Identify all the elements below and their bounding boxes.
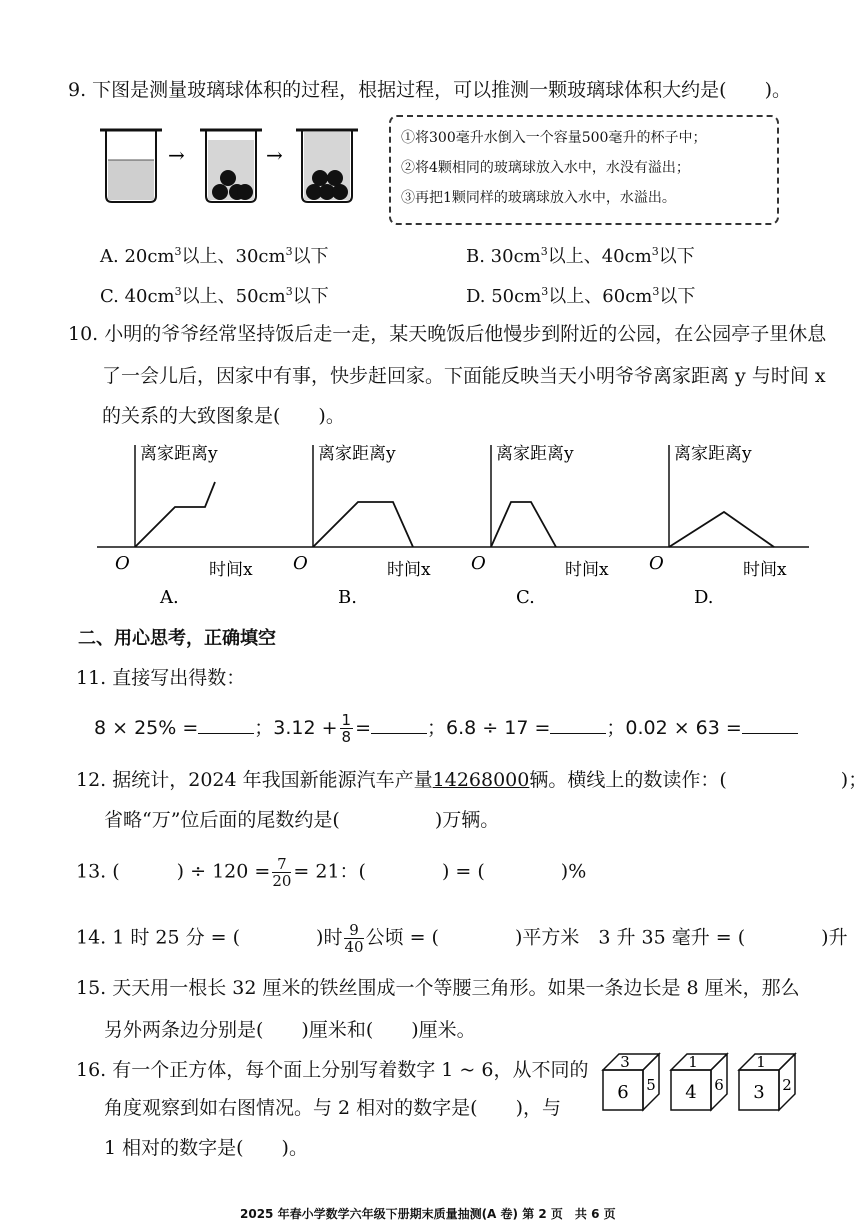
cube [739, 1053, 795, 1110]
q16-line-2: 角度观察到如右图情况。与 2 相对的数字是( )，与 [104, 1097, 561, 1119]
superscript: 3 [540, 245, 548, 258]
q15-line-1: 15. 天天用一根长 32 厘米的铁丝围成一个等腰三角形。如果一条边长是 8 厘米，那么 [76, 977, 800, 999]
distance-curve [669, 512, 774, 547]
graph-a [97, 444, 275, 608]
cube-front-number: 6 [617, 1082, 629, 1103]
cube-top-number: 1 [756, 1053, 766, 1071]
superscript: 3 [285, 285, 293, 298]
y-axis-label: 离家距离y [496, 444, 574, 464]
q14 [76, 922, 848, 955]
origin-label: O [649, 553, 664, 574]
q14-text: 公顷 = ( )平方米 3 升 35 毫升 = ( )升 [365, 926, 848, 949]
q12-text: 辆。横线上的数读作：( )； [529, 769, 867, 791]
beaker-1 [100, 130, 162, 202]
beaker-2 [200, 130, 262, 202]
option-text: 以下 [292, 286, 329, 307]
graph-d [631, 444, 809, 608]
q10-line-1: 10. 小明的爷爷经常坚持饭后走一走，某天晚饭后他慢步到附近的公园，在公园亭子里休息 [68, 323, 827, 345]
cube [603, 1053, 659, 1110]
q11-stem: 11. 直接写出得数： [76, 667, 246, 689]
q12-text: 12. 据统计，2024 年我国新能源汽车产量 [76, 769, 433, 791]
superscript: 3 [285, 245, 293, 258]
q11-expr-1: 8 × 25% = [94, 717, 199, 739]
distance-curve [491, 502, 556, 547]
distance-curve [313, 502, 413, 547]
q10-graphs [90, 435, 810, 610]
fraction [340, 712, 354, 745]
graph-option-label: D. [694, 587, 714, 608]
arrow-right-icon: → [266, 143, 283, 167]
q9-beakers-illustration [100, 118, 360, 213]
graph-option-label: A. [160, 587, 179, 608]
fraction [272, 856, 291, 889]
q11-expr-2a: ；3.12 + [254, 717, 338, 739]
answer-blank[interactable] [198, 715, 254, 734]
option-text: C. 40cm [100, 286, 175, 307]
q10-line-2: 了一会儿后，因家中有事，快步赶回家。下面能反映当天小明爷爷离家距离 y 与时间 x [102, 365, 826, 387]
cube-side-number: 5 [646, 1076, 656, 1094]
graph-c [453, 444, 631, 608]
superscript: 3 [541, 285, 549, 298]
q16-line-3: 1 相对的数字是( )。 [104, 1137, 308, 1159]
option-text: 以上、40cm [547, 246, 652, 267]
q12-line-1 [76, 768, 867, 792]
q16-cubes [598, 1052, 808, 1132]
q9-option-b[interactable] [466, 242, 695, 268]
option-text: 以下 [292, 246, 329, 267]
origin-label: O [471, 553, 486, 574]
graph-b [275, 444, 453, 608]
origin-label: O [293, 553, 308, 574]
q9-step-3: ③再把1颗同样的玻璃球放入水中，水溢出。 [401, 190, 676, 206]
x-axis-label: 时间x [743, 560, 787, 580]
graph-option-label: B. [338, 587, 357, 608]
cube-side-number: 2 [782, 1076, 792, 1094]
option-text: 以下 [659, 286, 696, 307]
distance-curve [135, 482, 215, 547]
q12-line-2: 省略“万”位后面的尾数约是( )万辆。 [104, 809, 500, 831]
q11-expr-3: ；6.8 ÷ 17 = [427, 717, 551, 739]
fraction-denominator: 20 [272, 872, 292, 890]
page-footer: 2025 年春小学数学六年级下册期末质量抽测(A 卷) 第 2 页 共 6 页 [240, 1207, 616, 1221]
option-text: 以下 [658, 246, 695, 267]
cube-side-number: 6 [714, 1076, 724, 1094]
arrow-right-icon: → [168, 143, 185, 167]
option-text: A. 20cm [100, 246, 175, 267]
cube-front-number: 3 [753, 1082, 765, 1103]
answer-blank[interactable] [550, 715, 606, 734]
superscript: 3 [652, 285, 660, 298]
fraction-numerator: 7 [272, 856, 291, 873]
y-axis-label: 离家距离y [674, 444, 752, 464]
q15-line-2: 另外两条边分别是( )厘米和( )厘米。 [104, 1019, 476, 1041]
superscript: 3 [174, 285, 182, 298]
option-text: D. 50cm [466, 286, 542, 307]
section-2-title: 二、用心思考，正确填空 [78, 628, 276, 649]
fraction-denominator: 40 [344, 938, 364, 956]
x-axis-label: 时间x [387, 560, 431, 580]
q14-text: 14. 1 时 25 分 = ( )时 [76, 926, 343, 949]
q13-text: = 21：( ) = ( )% [293, 860, 587, 883]
x-axis-label: 时间x [209, 560, 253, 580]
y-axis-label: 离家距离y [318, 444, 396, 464]
q11-expr-4: ；0.02 × 63 = [606, 717, 742, 739]
option-text: 以上、50cm [181, 286, 286, 307]
answer-blank[interactable] [742, 715, 798, 734]
q9-step-2: ②将4颗相同的玻璃球放入水中，水没有溢出； [401, 160, 690, 176]
fraction-denominator: 8 [341, 728, 352, 746]
cube [671, 1053, 727, 1110]
graph-option-label: C. [516, 587, 535, 608]
superscript: 3 [651, 245, 659, 258]
q9-option-a[interactable] [100, 242, 329, 268]
q9-step-1: ①将300毫升水倒入一个容量500毫升的杯子中； [401, 130, 707, 146]
option-text: 以上、60cm [548, 286, 653, 307]
q16-line-1: 16. 有一个正方体，每个面上分别写着数字 1 ~ 6，从不同的 [76, 1059, 589, 1081]
q9-stem: 9. 下图是测量玻璃球体积的过程，根据过程，可以推测一颗玻璃球体积大约是( )。 [68, 79, 791, 101]
fraction [344, 922, 363, 955]
q9-option-c[interactable] [100, 282, 329, 308]
cube-top-number: 3 [620, 1053, 630, 1071]
q10-line-3: 的关系的大致图象是( )。 [102, 405, 345, 427]
fraction-numerator: 9 [344, 922, 363, 939]
q9-steps-box [389, 115, 779, 225]
option-text: 以上、30cm [181, 246, 286, 267]
option-text: B. 30cm [466, 246, 541, 267]
cube-top-number: 1 [688, 1053, 698, 1071]
fraction-numerator: 1 [341, 711, 352, 729]
x-axis-label: 时间x [565, 560, 609, 580]
cube-front-number: 4 [685, 1082, 697, 1103]
y-axis-label: 离家距离y [140, 444, 218, 464]
origin-label: O [115, 553, 130, 574]
answer-blank[interactable] [371, 715, 427, 734]
beaker-3 [296, 130, 358, 202]
q11-expressions [94, 712, 798, 745]
q9-option-d[interactable] [466, 282, 695, 308]
q12-underlined-number: 14268000 [432, 769, 530, 791]
q13 [76, 856, 586, 889]
q11-expr-2b: = [355, 717, 372, 739]
superscript: 3 [174, 245, 182, 258]
q13-text: 13. ( ) ÷ 120 = [76, 860, 271, 883]
